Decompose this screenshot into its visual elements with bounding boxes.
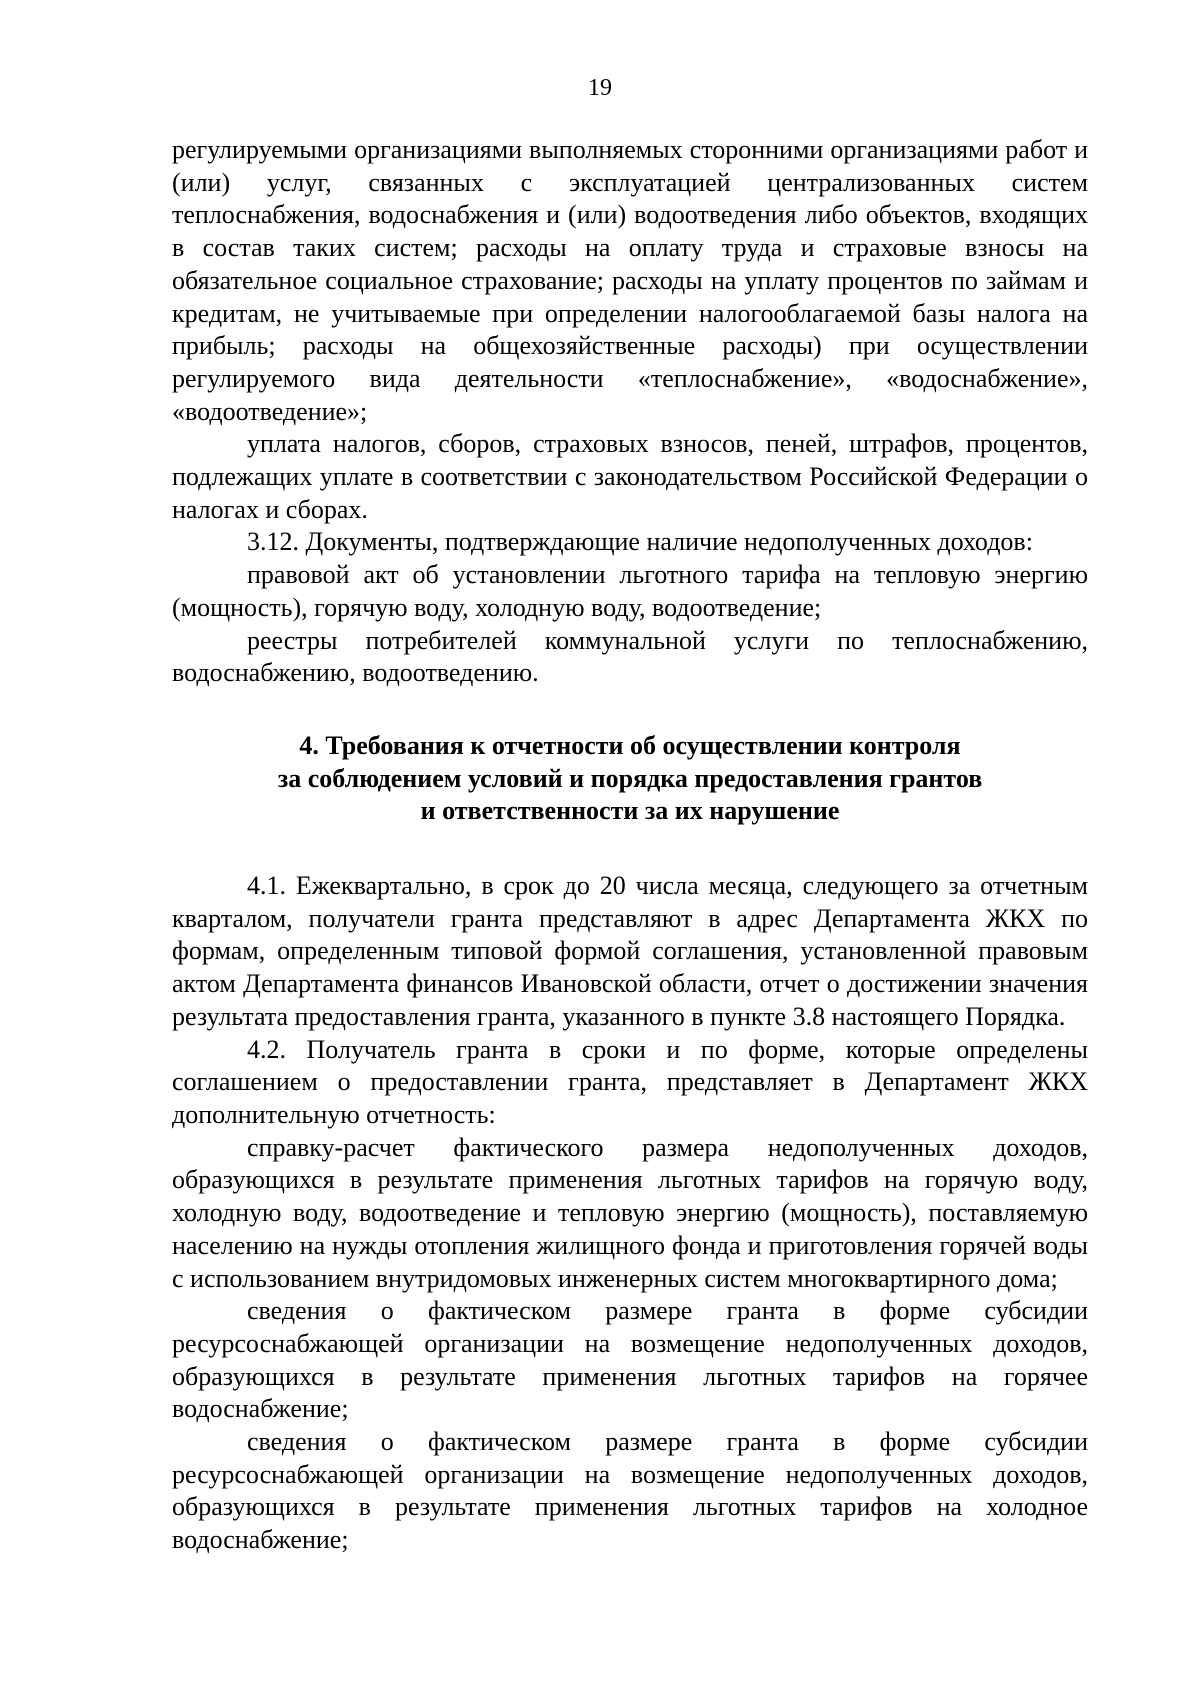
paragraph-4-2: 4.2. Получатель гранта в сроки и по форме, которые определены соглашением о предоставлении гранта, представляет в Департамент ЖКХ дополнительную отчетность: <box>172 1034 1088 1129</box>
document-body <box>172 134 1088 1557</box>
paragraph-taxes: уплата налогов, сборов, страховых взносов, пеней, штрафов, процентов, подлежащих уплате в соответствии с законодательством Российской Федерации о налогах и сборах. <box>172 429 1088 524</box>
paragraph-calc: справку-расчет фактического размера недополученных доходов, образующихся в результате применения льготных тарифов на горячую воду, холодную воду, водоотведение и тепловую энергию (мощность), поставляемую населению на нужды отопления жилищного фонда и приготовления горячей воды с использованием внутридомовых инженерных систем многоквартирного дома; <box>172 1132 1088 1293</box>
page-number: 19 <box>588 75 612 101</box>
paragraph-continued: регулируемыми организациями выполняемых сторонними организациями работ и (или) услуг, связанных с эксплуатацией централизованных систем теплоснабжения, водоснабжения и (или) водоотведения либо объектов, входящих в состав таких систем; расходы на оплату труда и страховые взносы на обязательное социальное страхование; расходы на уплату процентов по займам и кредитам, не учитываемые при определении налогооблагаемой базы налога на прибыль; расходы на общехозяйственные расходы) при осуществлении регулируемого вида деятельности «теплоснабжение», «водоснабжение», «водоотведение»; <box>172 135 1088 426</box>
paragraph-3-12: 3.12. Документы, подтверждающие наличие недополученных доходов: <box>247 527 1033 557</box>
paragraph-4-1: 4.1. Ежеквартально, в срок до 20 числа месяца, следующего за отчетным кварталом, получатели гранта представляют в адрес Департамента ЖКХ по формам, определенным типовой формой соглашения, установленной правовым актом Департамента финансов Ивановской области, отчет о достижении значения результата предоставления гранта, указанного в пункте 3.8 настоящего Порядка. <box>172 871 1088 1031</box>
section-heading-line-1: 4. Требования к отчетности об осуществлении контроля <box>299 730 961 760</box>
paragraph-hot-water: сведения о фактическом размере гранта в форме субсидии ресурсоснабжающей организации на возмещение недополученных доходов, образующихся в результате применения льготных тарифов на горячее водоснабжение; <box>172 1296 1088 1424</box>
paragraph-legal-act: правовой акт об установлении льготного тарифа на тепловую энергию (мощность), горячую воду, холодную воду, водоотведение; <box>172 560 1088 622</box>
section-heading <box>172 730 1088 828</box>
section-heading-line-3: и ответственности за их нарушение <box>420 796 840 826</box>
section-heading-line-2: за соблюдением условий и порядка предоставления грантов <box>277 763 983 793</box>
paragraph-cold-water: сведения о фактическом размере гранта в форме субсидии ресурсоснабжающей организации на возмещение недополученных доходов, образующихся в результате применения льготных тарифов на холодное водоснабжение; <box>172 1427 1088 1555</box>
paragraph-registers: реестры потребителей коммунальной услуги по теплоснабжению, водоснабжению, водоотведению. <box>172 625 1088 688</box>
